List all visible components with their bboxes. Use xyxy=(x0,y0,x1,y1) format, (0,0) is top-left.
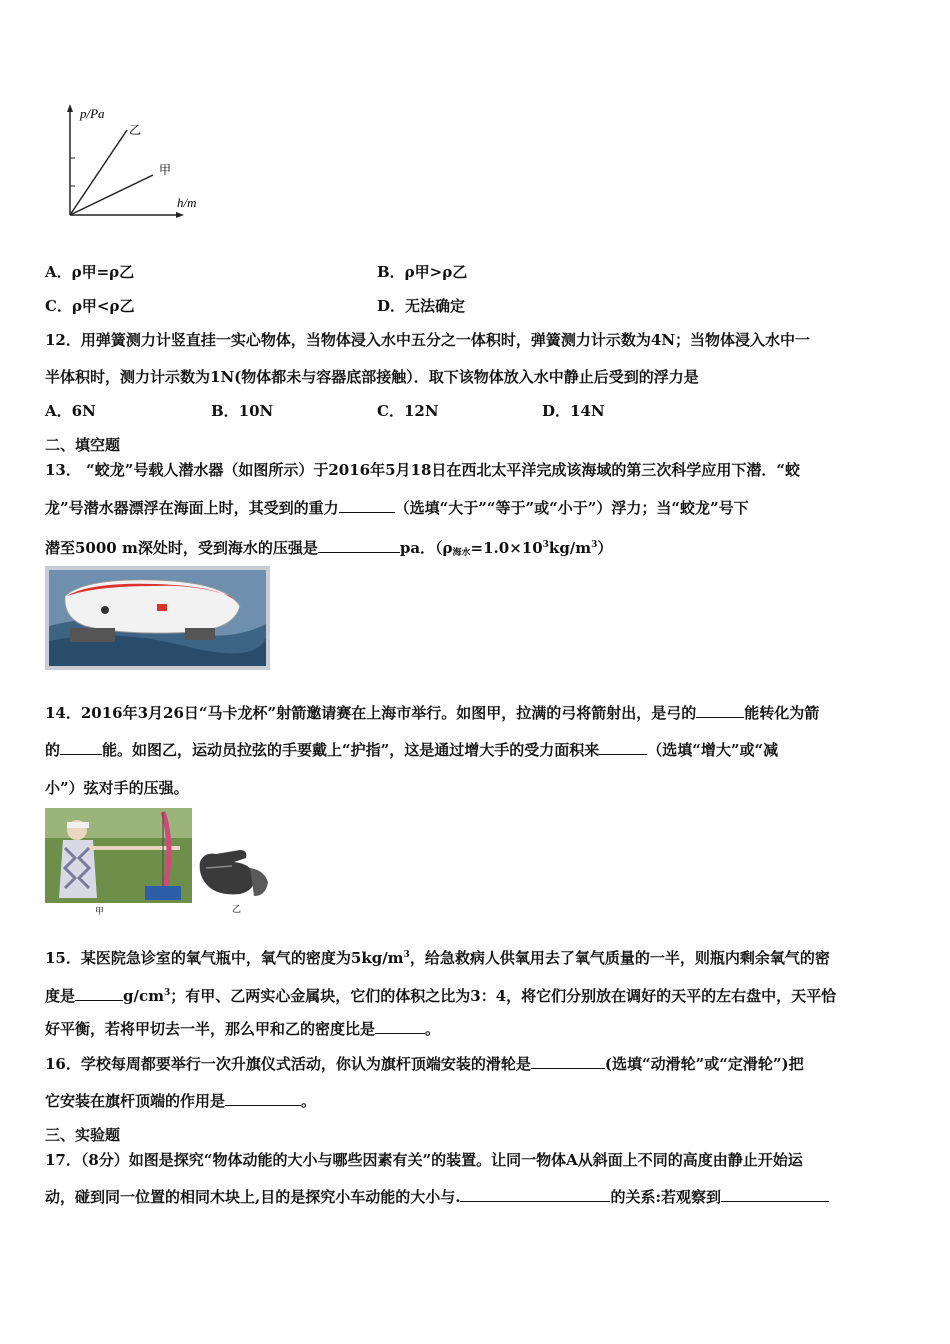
q13-text: pa．（ρ xyxy=(399,539,453,557)
q11-option-c: C．ρ甲<ρ乙 xyxy=(45,297,135,315)
line-yi xyxy=(70,130,127,215)
q13-line-1: 13． “蛟龙”号载人潜水器（如图所示）于2016年5月18日在西北太平洋完成该海域的第三次科学应用下潜．“蛟 xyxy=(45,461,801,479)
q14-text: 的 xyxy=(45,741,61,759)
q12-line-1: 12．用弹簧测力计竖直挂一实心物体，当物体浸入水中五分之一体积时，弹簧测力计示数为4N；当物体浸入水中一 xyxy=(45,331,811,349)
answer-blank[interactable] xyxy=(460,1187,610,1202)
q13-text: ） xyxy=(597,539,613,557)
q16-text: 。 xyxy=(301,1092,317,1110)
answer-blank[interactable] xyxy=(375,1019,425,1034)
q17-text: 的关系:若观察到 xyxy=(610,1188,721,1206)
q12-line-2: 半体积时，测力计示数为1N(物体都未与容器底部接触）．取下该物体放入水中静止后受到的浮力是 xyxy=(45,368,699,386)
q13-line-3 xyxy=(45,535,612,563)
q15-superscript: 3 xyxy=(164,988,171,998)
pressure-depth-graph xyxy=(55,100,215,230)
answer-blank[interactable] xyxy=(318,538,400,553)
q13-text: kg/m xyxy=(548,539,592,557)
q15-superscript: 3 xyxy=(403,950,410,960)
q14-text: 14．2016年3月26日“马卡龙杯”射箭邀请赛在上海市举行。如图甲，拉满的弓将箭射出，是弓的 xyxy=(45,704,697,722)
q12-option-a: A．6N xyxy=(45,402,96,420)
q15-line-2 xyxy=(45,983,836,1006)
line-jia xyxy=(70,175,153,215)
x-axis-arrow xyxy=(176,212,184,218)
q16-line-2 xyxy=(45,1091,316,1111)
q15-line-1 xyxy=(45,945,830,968)
q15-text: 15．某医院急诊室的氧气瓶中，氧气的密度为5kg/m xyxy=(45,949,404,967)
q15-text: 好平衡，若将甲切去一半，那么甲和乙的密度比是 xyxy=(45,1020,376,1038)
q15-text: 度是 xyxy=(45,987,76,1005)
y-axis-label: p/Pa xyxy=(80,106,105,121)
q14-line-1 xyxy=(45,703,819,723)
q13-line-2 xyxy=(45,498,749,518)
answer-blank[interactable] xyxy=(339,498,395,513)
q12-option-c: C．12N xyxy=(377,402,439,420)
q12-option-d: D．14N xyxy=(542,402,605,420)
q17-line-1: 17．（8分）如图是探究“物体动能的大小与哪些因素有关”的装置。让同一物体A从斜面上不同的高度由静止开始运 xyxy=(45,1151,803,1169)
answer-blank[interactable] xyxy=(599,740,647,755)
archer-photo xyxy=(45,808,192,903)
q16-text: 它安装在旗杆顶端的作用是 xyxy=(45,1092,226,1110)
q17-line-2 xyxy=(45,1187,829,1207)
answer-blank[interactable] xyxy=(721,1187,829,1202)
q14-line-2 xyxy=(45,740,778,760)
q14-text: 能。如图乙，运动员拉弦的手要戴上“护指”，这是通过增大手的受力面积来 xyxy=(102,741,600,759)
submersible-photo xyxy=(45,566,270,670)
q15-text: 。 xyxy=(425,1020,441,1038)
q14-line-3: 小”）弦对手的压强。 xyxy=(45,779,189,797)
y-axis-arrow xyxy=(67,104,73,112)
q11-option-d: D．无法确定 xyxy=(377,297,466,315)
q13-text: =1.0×10 xyxy=(470,539,543,557)
q13-text: （选填“大于”“等于”或“小于”）浮力；当“蛟龙”号下 xyxy=(394,499,749,517)
line-yi-label: 乙 xyxy=(129,123,142,137)
caption-jia: 甲 xyxy=(95,907,105,917)
q12-option-b: B．10N xyxy=(211,402,274,420)
caption-yi: 乙 xyxy=(232,905,242,915)
q11-option-b: B．ρ甲>ρ乙 xyxy=(377,263,468,281)
q15-text: ；有甲、乙两实心金属块，它们的体积之比为3：4，将它们分别放在调好的天平的左右盘中，天平恰 xyxy=(170,987,837,1005)
q13-text: 潜至5000 m深处时，受到海水的压强是 xyxy=(45,539,318,557)
q13-superscript: 3 xyxy=(542,540,549,550)
q15-text: g/cm xyxy=(123,987,164,1005)
q13-subscript: 海水 xyxy=(452,548,471,558)
section-heading-fill-in: 二、填空题 xyxy=(45,436,121,454)
q13-superscript: 3 xyxy=(591,540,598,550)
q11-option-a: A．ρ甲=ρ乙 xyxy=(45,263,135,281)
answer-blank[interactable] xyxy=(531,1054,605,1069)
section-heading-experiment: 三、实验题 xyxy=(45,1126,121,1144)
q14-text: 能转化为箭 xyxy=(744,704,820,722)
q13-text: 龙”号潜水器漂浮在海面上时，其受到的重力 xyxy=(45,499,339,517)
answer-blank[interactable] xyxy=(225,1091,301,1106)
finger-guard-photo xyxy=(194,842,272,902)
line-jia-label: 甲 xyxy=(159,163,172,177)
q15-line-3 xyxy=(45,1019,440,1039)
q15-text: ，给急救病人供氧用去了氧气质量的一半，则瓶内剩余氧气的密 xyxy=(409,949,830,967)
x-axis-label: h/m xyxy=(177,195,197,210)
answer-blank[interactable] xyxy=(60,740,102,755)
q17-text: 动，碰到同一位置的相同木块上,目的是探究小车动能的大小与. xyxy=(45,1188,461,1206)
q14-text: （选填“增大”或“减 xyxy=(647,741,779,759)
q16-line-1 xyxy=(45,1054,804,1074)
answer-blank[interactable] xyxy=(696,703,744,718)
answer-blank[interactable] xyxy=(75,986,123,1001)
q16-text: (选填“动滑轮”或“定滑轮”)把 xyxy=(604,1055,804,1073)
q16-text: 16．学校每周都要举行一次升旗仪式活动，你认为旗杆顶端安装的滑轮是 xyxy=(45,1055,531,1073)
